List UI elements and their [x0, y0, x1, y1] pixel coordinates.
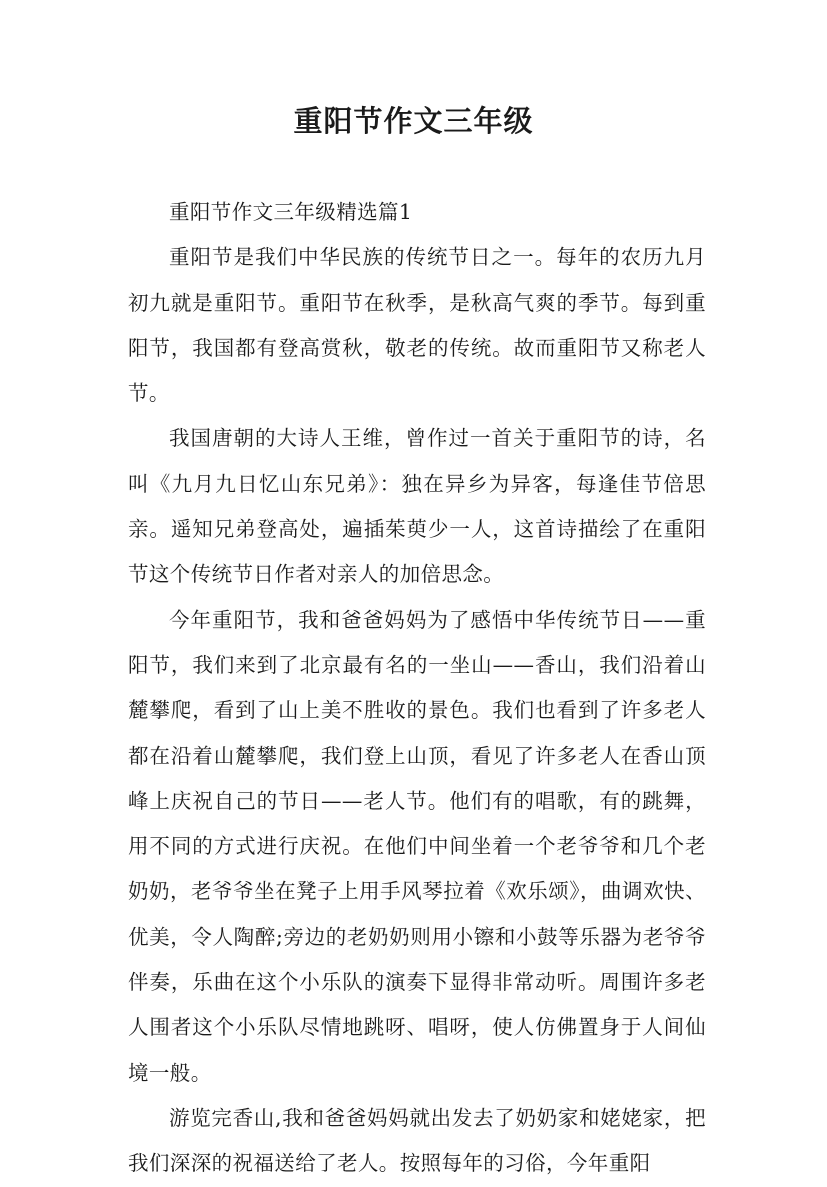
document-title: 重阳节作文三年级: [293, 104, 534, 138]
section-heading: 重阳节作文三年级精选篇1: [169, 200, 413, 224]
paragraph: 重阳节是我们中华民族的传统节日之一。每年的农历九月初九就是重阳节。重阳节在秋季，是秋高气爽的季节。每到重阳节，我国都有登高赏秋，敬老的传统。故而重阳节又称老人节。: [128, 245, 706, 406]
paragraph: 我国唐朝的大诗人王维，曾作过一首关于重阳节的诗，名叫《九月九日忆山东兄弟》：独在异乡为异客，每逢佳节倍思亲。遥知兄弟登高处，遍插茱萸少一人，这首诗描绘了在重阳节这个传统节日作者对亲人的加倍思念。: [128, 426, 706, 587]
paragraph: 游览完香山,我和爸爸妈妈就出发去了奶奶家和姥姥家，把我们深深的祝福送给了老人。按照每年的习俗，今年重阳: [128, 1105, 706, 1176]
paragraph: 今年重阳节，我和爸爸妈妈为了感悟中华传统节日——重阳节，我们来到了北京最有名的一坐山——香山，我们沿着山麓攀爬，看到了山上美不胜收的景色。我们也看到了许多老人都在沿着山麓攀爬，我们登上山顶，看见了许多老人在香山顶峰上庆祝自己的节日——老人节。他们有的唱歌，有的跳舞，用不同的方式进行庆祝。在他们中间坐着一个老爷爷和几个老奶奶，老爷爷坐在凳子上用手风琴拉着《欢乐颂》，曲调欢快、优美，令人陶醉;旁边的老奶奶则用小镲和小鼓等乐器为老爷爷伴奏，乐曲在这个小乐队的演奏下显得非常动听。周围许多老人围者这个小乐队尽情地跳呀、唱呀，使人仿佛置身于人间仙境一般。: [128, 607, 706, 1085]
document-body: [128, 190, 706, 1187]
